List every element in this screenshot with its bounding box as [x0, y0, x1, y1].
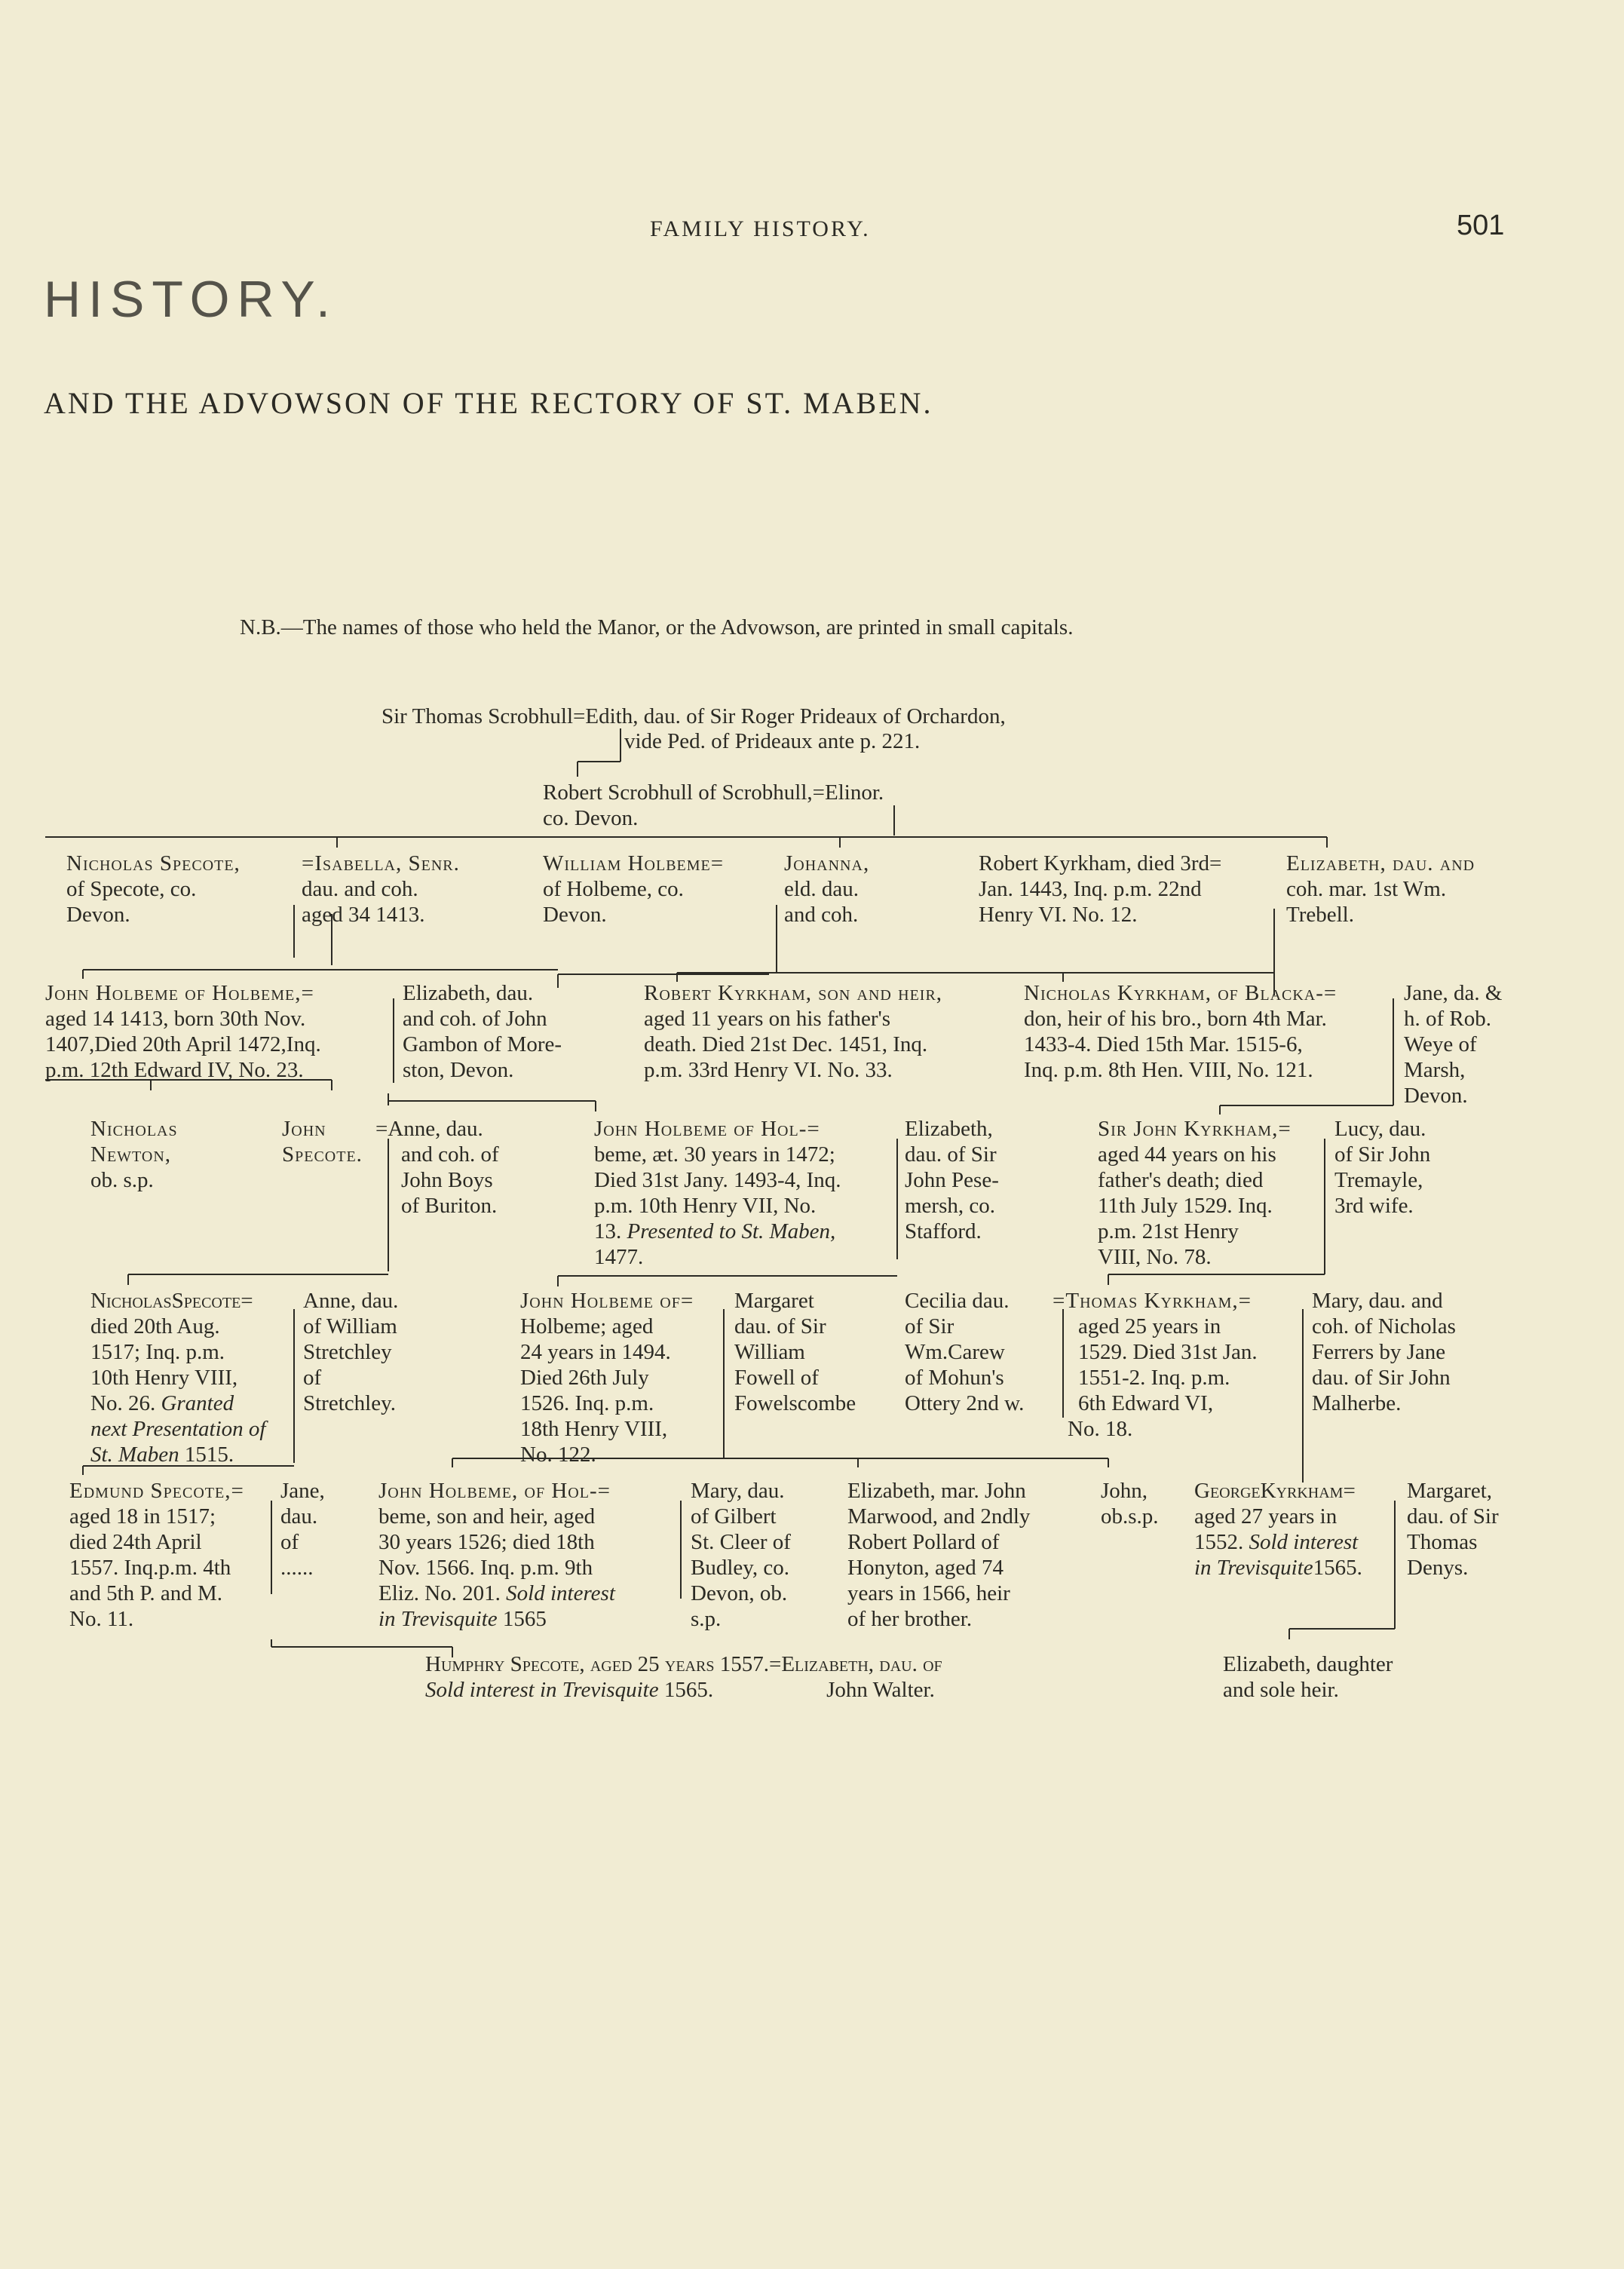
john-holbeme-3: John Holbeme of= Holbeme; aged 24 years in 1494. Died 26th July 1526. Inq. p.m. 18th Henry VIII, No. 122.	[520, 1289, 694, 1467]
margaret-fowell: Margaret dau. of Sir William Fowell of Fowelscombe	[734, 1289, 856, 1415]
vide-prideaux: vide Ped. of Prideaux ante p. 221.	[624, 729, 921, 753]
elizabeth-pesemersh: Elizabeth, dau. of Sir John Pese- mersh, co. Stafford.	[905, 1117, 999, 1243]
page-title: HISTORY.	[44, 271, 338, 328]
robert-scrobhull-devon: co. Devon.	[543, 806, 639, 830]
edmund-specote: Edmund Specote,= aged 18 in 1517; died 24th April 1557. Inq.p.m. 4th and 5th P. and M. No. 11.	[69, 1479, 244, 1631]
johanna: Johanna, eld. dau. and coh.	[784, 851, 870, 927]
isabella: =Isabella, Senr. dau. and coh. aged 34 1413.	[302, 851, 460, 927]
john-holbeme-2: John Holbeme of Hol-= beme, æt. 30 years in 1472; Died 31st Jany. 1493-4, Inq. p.m. 10th Henry VII, No. 13. Presented to St. Maben, 1477.	[594, 1117, 841, 1269]
mary-ferrers: Mary, dau. and coh. of Nicholas Ferrers by Jane dau. of Sir John Malherbe.	[1312, 1289, 1456, 1415]
robert-scrobhull: Robert Scrobhull of Scrobhull,=Elinor.	[543, 780, 884, 805]
elizabeth-sole-heir: Elizabeth, daughter and sole heir.	[1223, 1652, 1393, 1702]
anne-boys: =Anne, dau. and coh. of John Boys of Buriton.	[375, 1117, 499, 1218]
anne-stretchley: Anne, dau. of William Stretchley of Stretchley.	[303, 1289, 399, 1415]
elizabeth-gambon: Elizabeth, dau. and coh. of John Gambon of More- ston, Devon.	[403, 981, 562, 1082]
lucy-tremayle: Lucy, dau. of Sir John Tremayle, 3rd wife.	[1334, 1117, 1431, 1218]
william-holbeme: William Holbeme= of Holbeme, co. Devon.	[543, 851, 725, 927]
john-obsp: John, ob.s.p.	[1101, 1479, 1159, 1529]
jane-weye: Jane, da. & h. of Rob. Weye of Marsh, Devon.	[1404, 981, 1503, 1108]
john-holbeme: John Holbeme of Holbeme,= aged 14 1413, born 30th Nov. 1407,Died 20th April 1472,Inq. p.m. 12th Edward IV, No. 23.	[45, 981, 321, 1082]
note: N.B.—The names of those who held the Manor, or the Advowson, are printed in small capitals.	[240, 615, 1074, 639]
nicholas-kyrkham: Nicholas Kyrkham, of Blacka-= don, heir of his bro., born 4th Mar. 1433-4. Died 15th Mar. 1515-6, Inq. p.m. 8th Hen. VIII, No. 121.	[1024, 981, 1338, 1082]
nicholas-newton: Nicholas Newton, ob. s.p.	[90, 1117, 178, 1192]
robert-kyrkham: Robert Kyrkham, died 3rd= Jan. 1443, Inq. p.m. 22nd Henry VI. No. 12.	[979, 851, 1222, 927]
nicholas-specote: Nicholas Specote, of Specote, co. Devon.	[66, 851, 241, 927]
sir-john-kyrkham: Sir John Kyrkham,= aged 44 years on his father's death; died 11th July 1529. Inq. p.m. 21st Henry VIII, No. 78.	[1098, 1117, 1292, 1269]
humphry-specote: Humphry Specote, aged 25 years 1557.=Elizabeth, dau. of Sold interest in Trevisquite 1565. John Walter.	[425, 1652, 942, 1702]
robert-kyrkham-heir: Robert Kyrkham, son and heir, aged 11 years on his father's death. Died 21st Dec. 1451, Inq. p.m. 33rd Henry VI. No. 33.	[644, 981, 943, 1082]
page-number: 501	[1457, 210, 1505, 241]
elizabeth-trebell: Elizabeth, dau. and coh. mar. 1st Wm. Trebell.	[1286, 851, 1475, 927]
john-specote: John Specote.	[282, 1117, 363, 1167]
cecilia-carew: Cecilia dau. of Sir Wm.Carew of Mohun's Ottery 2nd w.	[905, 1289, 1025, 1415]
jane-specote-wife: Jane, dau. of ......	[280, 1479, 325, 1580]
sir-thomas-scrobhull: Sir Thomas Scrobhull=Edith, dau. of Sir Roger Prideaux of Orchardon,	[381, 704, 1006, 728]
nicholas-specote-2: NicholasSpecote= died 20th Aug. 1517; Inq. p.m. 10th Henry VIII, No. 26. Granted next Presentation of St. Maben 1515.	[90, 1289, 266, 1467]
elizabeth-marwood: Elizabeth, mar. John Marwood, and 2ndly Robert Pollard of Honyton, aged 74 years in 1566, heir of her brother.	[847, 1479, 1031, 1631]
margaret-denys: Margaret, dau. of Sir Thomas Denys.	[1407, 1479, 1499, 1580]
mary-st-cleer: Mary, dau. of Gilbert St. Cleer of Budley, co. Devon, ob. s.p.	[691, 1479, 791, 1631]
george-kyrkham: GeorgeKyrkham= aged 27 years in 1552. Sold interest in Trevisquite1565.	[1194, 1479, 1362, 1580]
page-subtitle: AND THE ADVOWSON OF THE RECTORY OF ST. MABEN.	[44, 386, 933, 420]
running-title: FAMILY HISTORY.	[650, 216, 871, 241]
thomas-kyrkham: =Thomas Kyrkham,= aged 25 years in 1529. Died 31st Jan. 1551-2. Inq. p.m. 6th Edward VI, No. 18.	[1053, 1289, 1258, 1441]
john-holbeme-4: John Holbeme, of Hol-= beme, son and heir, aged 30 years 1526; died 18th Nov. 1566. Inq. p.m. 9th Eliz. No. 201. Sold interest in Trevisquite 1565	[378, 1479, 615, 1631]
